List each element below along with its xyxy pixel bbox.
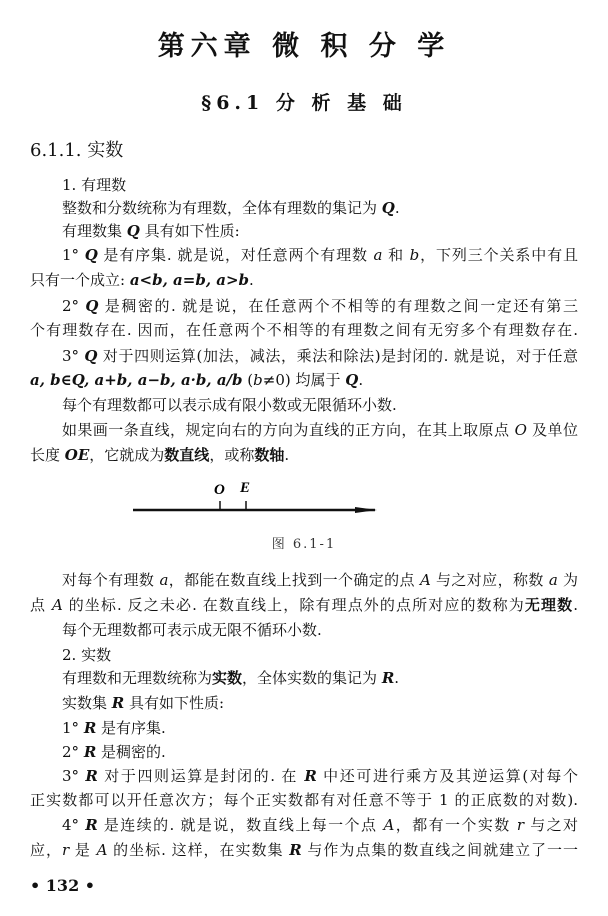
text-line: [30, 790, 578, 810]
text-segment: 个有理数存在. 因而，在任意两个不相等的有理数之间有无穷多个有理数存在.: [30, 321, 578, 339]
text-segment: 是: [69, 841, 97, 859]
text-segment: ≠0) 均属于: [262, 371, 346, 389]
text-line: [62, 570, 578, 590]
text-segment: a: [548, 571, 558, 589]
text-segment: 与之对应，称数: [430, 571, 549, 589]
text-segment: .: [358, 371, 364, 389]
text-segment: 是稠密的.: [96, 743, 166, 761]
text-segment: 实数集: [62, 694, 112, 712]
text-line: [62, 645, 111, 665]
text-segment: Q: [84, 246, 98, 264]
text-segment: 对于四则运算是封闭的. 在: [97, 767, 305, 785]
text-line: [30, 270, 254, 290]
text-segment: 每个有理数都可以表示成有限小数或无限循环小数.: [62, 396, 397, 414]
text-segment: 具有如下性质:: [124, 694, 225, 712]
text-segment: .: [573, 596, 578, 614]
text-segment: 有理数集: [62, 222, 127, 240]
text-segment: 点: [30, 596, 52, 614]
text-segment: ，它就成为: [89, 446, 165, 464]
text-segment: 是连续的. 就是说，数直线上每一个点: [97, 816, 384, 834]
text-segment: b: [409, 246, 420, 264]
text-line: [30, 445, 289, 465]
text-segment: A: [383, 816, 395, 834]
text-segment: Q: [85, 297, 99, 315]
text-segment: 与之对: [524, 816, 579, 834]
text-segment: R: [85, 816, 98, 834]
text-segment: 数轴: [254, 446, 285, 464]
text-line: [62, 668, 399, 688]
text-segment: 3°: [62, 767, 86, 785]
section-title: §6.1 分 析 基 础: [201, 92, 407, 114]
text-segment: 中还可进行乘方及其逆运算(对每个: [316, 767, 579, 785]
text-segment: b: [253, 371, 263, 389]
text-segment: ，都能在数直线上找到一个确定的点: [168, 571, 421, 589]
text-line: [62, 742, 166, 762]
text-segment: .: [394, 199, 400, 217]
text-segment: 为: [557, 571, 578, 589]
text-segment: 是稠密的. 就是说，在任意两个不相等的有理数之间一定还有第三: [98, 297, 578, 315]
text-segment: 每个无理数都可表示成无限不循环小数.: [62, 621, 322, 639]
text-segment: 对于四则运算(加法，减法，乘法和除法)是封闭的. 就是说，对于任意: [97, 347, 578, 365]
text-segment: 无理数: [524, 596, 574, 614]
text-line: [62, 296, 578, 316]
text-segment: .: [249, 271, 254, 289]
text-segment: 2°: [62, 743, 84, 761]
text-line: [62, 198, 400, 218]
text-segment: 有理数和无理数统称为: [62, 669, 213, 687]
text-line: [62, 395, 397, 415]
text-segment: 实数: [212, 669, 243, 687]
text-line: [62, 693, 224, 713]
text-line: [30, 595, 578, 615]
text-segment: OE: [64, 446, 90, 464]
text-line: [62, 420, 578, 440]
text-segment: 是有序集. 就是说，对任意两个有理数: [97, 246, 374, 264]
text-segment: r: [61, 841, 70, 859]
figure-caption: 图 6.1-1: [271, 537, 337, 552]
text-segment: 2°: [62, 297, 86, 315]
text-segment: a: [373, 246, 383, 264]
text-segment: 如果画一条直线，规定向右的方向为直线的正方向，在其上取原点: [62, 421, 515, 439]
text-segment: R: [85, 767, 98, 785]
text-line: [62, 766, 578, 786]
chapter-title: 第六章 微 积 分 学: [157, 31, 451, 62]
text-segment: 正实数都可以开任意次方；每个正实数都有对任意不等于 1 的正底数的对数).: [30, 791, 578, 809]
text-segment: R: [304, 767, 317, 785]
arrow-head-icon: [355, 507, 377, 513]
text-segment: R: [83, 719, 97, 737]
text-line: [30, 840, 578, 860]
text-segment: Q: [345, 371, 359, 389]
text-line: [62, 245, 578, 265]
origin-label: O: [214, 482, 225, 498]
text-segment: 整数和分数统称为有理数，全体有理数的集记为: [62, 199, 382, 217]
text-segment: 与作为点集的数直线之间就建立了一一: [301, 841, 578, 859]
text-segment: a<b, a=b, a>b: [129, 271, 250, 289]
text-segment: 长度: [30, 446, 65, 464]
text-segment: ，或称: [209, 446, 255, 464]
text-segment: 3°: [62, 347, 85, 365]
text-segment: 的坐标. 反之未必. 在数直线上，除有理点外的点所对应的数称为: [62, 596, 525, 614]
page-number: • 132 •: [30, 876, 95, 895]
text-segment: A: [96, 841, 108, 859]
text-line: [62, 815, 578, 835]
text-segment: a, b∈Q, a+b, a−b, a·b, a/b: [30, 371, 243, 389]
text-segment: a: [159, 571, 169, 589]
text-segment: 只有一个成立:: [30, 271, 130, 289]
text-segment: (: [242, 371, 254, 389]
text-segment: 对每个有理数: [62, 571, 160, 589]
text-line: [62, 620, 322, 640]
text-line: [30, 320, 578, 340]
text-line: [62, 346, 578, 366]
text-segment: 是有序集.: [96, 719, 166, 737]
text-segment: ，都有一个实数: [394, 816, 517, 834]
text-segment: 数直线: [164, 446, 210, 464]
text-segment: R: [381, 669, 395, 687]
text-segment: Q: [84, 347, 98, 365]
text-segment: ，全体实数的集记为: [242, 669, 382, 687]
text-segment: r: [516, 816, 525, 834]
unit-label: E: [240, 480, 251, 496]
text-segment: R: [289, 841, 302, 859]
text-segment: A: [420, 571, 431, 589]
text-segment: R: [111, 694, 125, 712]
text-segment: 1°: [62, 246, 85, 264]
text-segment: 1. 有理数: [62, 176, 127, 194]
text-line: [62, 221, 240, 241]
text-segment: .: [284, 446, 290, 464]
text-segment: O: [514, 421, 527, 439]
text-segment: 的坐标. 这样，在实数集: [107, 841, 290, 859]
text-line: [62, 175, 126, 195]
text-segment: 2. 实数: [62, 646, 112, 664]
text-line: [62, 718, 166, 738]
text-segment: 应，: [30, 841, 62, 859]
number-line-figure: [0, 470, 608, 530]
text-segment: .: [394, 669, 400, 687]
subsection-title: 6.1.1. 实数: [30, 140, 124, 161]
text-segment: 4°: [62, 816, 86, 834]
text-segment: 和: [382, 246, 410, 264]
text-line: [30, 370, 363, 390]
text-segment: Q: [126, 222, 140, 240]
text-segment: A: [51, 596, 63, 614]
text-segment: 及单位: [526, 421, 578, 439]
text-segment: 具有如下性质:: [139, 222, 240, 240]
text-segment: R: [83, 743, 97, 761]
text-segment: Q: [381, 199, 395, 217]
text-segment: ，下列三个关系中有且: [419, 246, 578, 264]
text-segment: 1°: [62, 719, 84, 737]
